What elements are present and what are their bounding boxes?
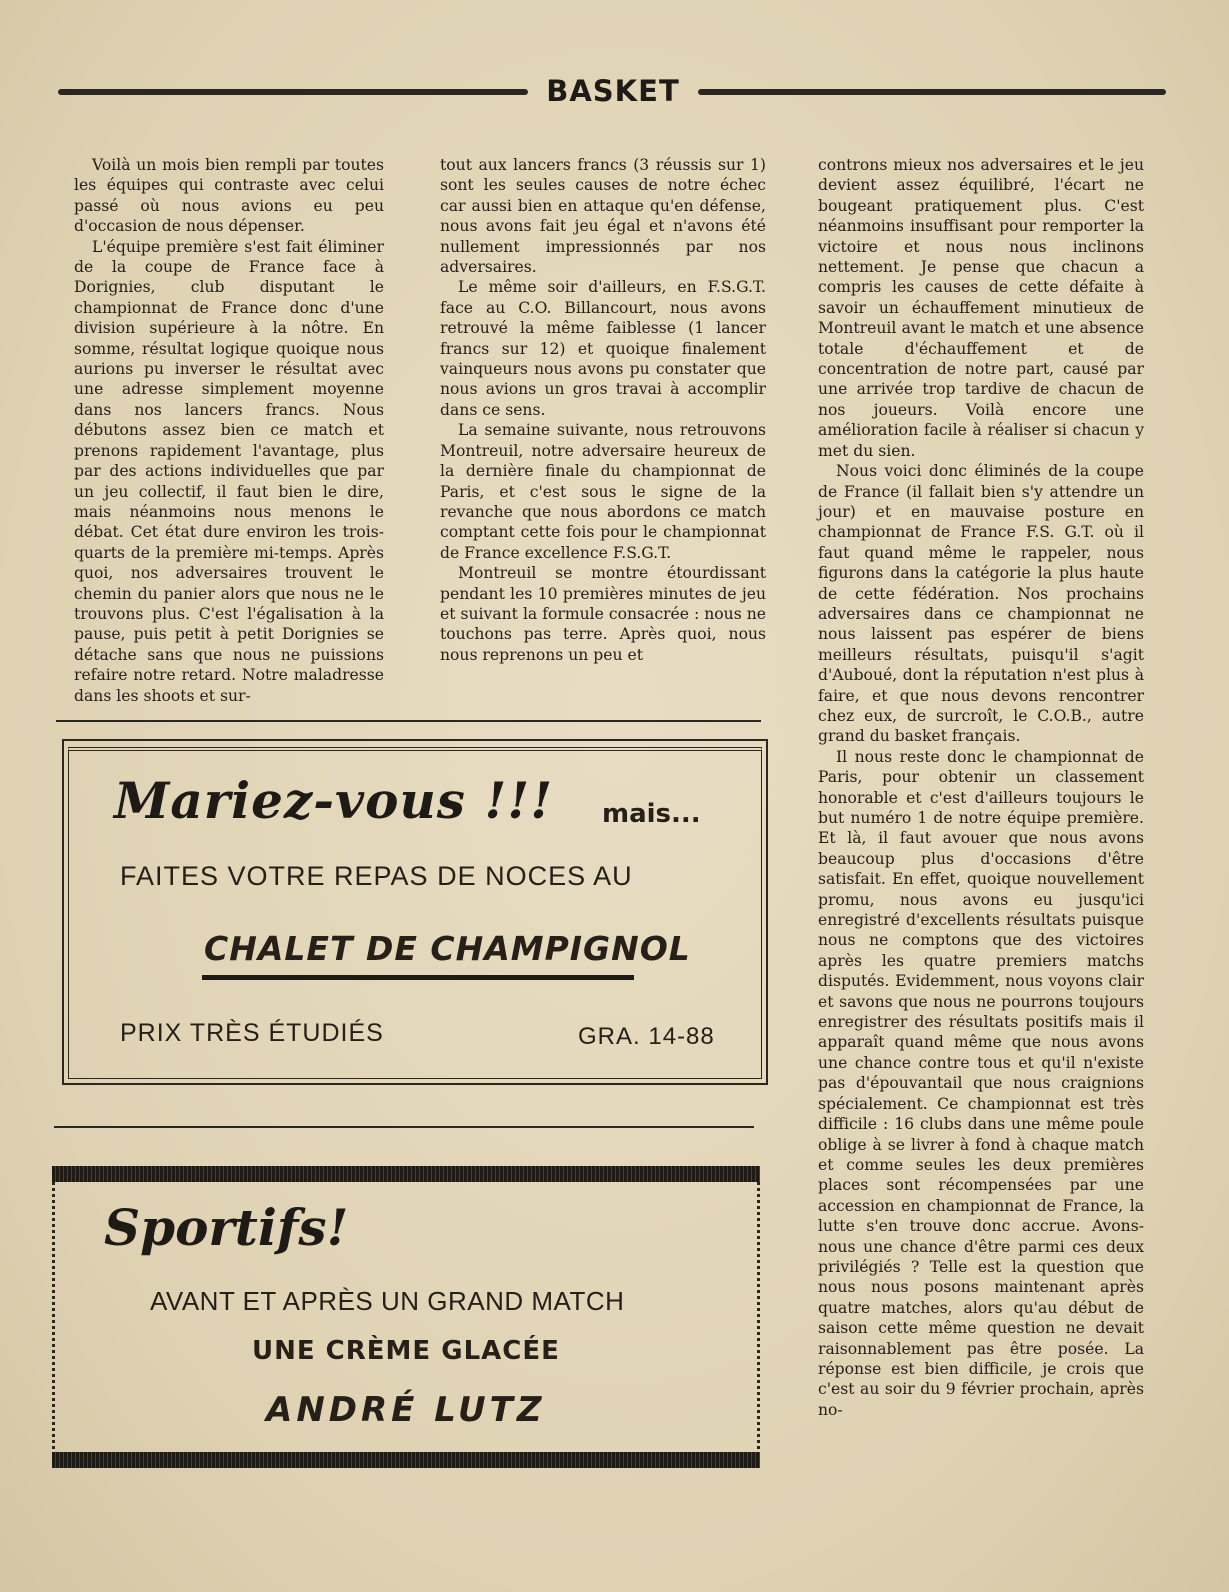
advertisement-icecream xyxy=(52,1166,760,1468)
ad-venue-name: CHALET DE CHAMPIGNOL xyxy=(204,929,691,968)
header-rule-left xyxy=(58,89,528,95)
paragraph: La semaine suivante, nous retrouvons Montreuil, notre adversaire heureux de la dernière finale du championnat de Paris, et c'est sous le signe de la revanche que nous abordons ce match comptant cette fois pour le championnat de France excellence F.S.G.T. xyxy=(440,421,766,562)
section-header xyxy=(58,72,1166,112)
separator-rule xyxy=(54,1126,754,1128)
ad-border-bottom xyxy=(52,1452,760,1468)
paragraph: Montreuil se montre étourdissant pendant les 10 premières minutes de jeu et suivant la formule consacrée : nous ne touchons pas terre. Après quoi, nous nous reprenons un peu et xyxy=(440,564,766,664)
header-rule-right xyxy=(698,89,1166,95)
article-column-1 xyxy=(74,155,384,706)
ad-tagline: FAITES VOTRE REPAS DE NOCES AU xyxy=(120,861,633,891)
separator-rule xyxy=(56,720,761,722)
ad-tagline: AVANT ET APRÈS UN GRAND MATCH xyxy=(150,1286,625,1316)
section-title: BASKET xyxy=(546,74,680,108)
ad-border-right xyxy=(757,1182,760,1452)
ad-headline: Sportifs! xyxy=(104,1198,349,1257)
ad-brand: ANDRÉ LUTZ xyxy=(266,1390,546,1430)
ad-border-top xyxy=(52,1166,760,1182)
paragraph: Nous voici donc éliminés de la coupe de France (il fallait bien s'y attendre un jour) et en mauvaise posture en championnat de France F.S. G.T. où il faut quand même le rappeler, nous figurons dans la catégorie la plus haute de cette fédération. Nos prochains adversaires dans ce championnat ne nous laissent pas espérer de biens meilleurs résultats, puisqu'il s'agit d'Auboué, dont la réputation n'est plus à faire, et que nous devons rencontrer chez eux, de surcroît, le C.O.B., autre grand du basket français. xyxy=(818,462,1144,746)
paragraph: L'équipe première s'est fait éliminer de la coupe de France face à Dorignies, club disputant le championnat de France donc d'une division supérieure à la nôtre. En somme, résultat logique quoique nous aurions pu inverser le résultat avec une adresse simplement moyenne dans nos lancers francs. Nous débutons assez bien ce match et prenons rapidement l'avantage, plus par des actions individuelles que par un jeu collectif, il faut bien le dire, mais néanmoins nous menons le débat. Cet état dure environ les trois-quarts de la première mi-temps. Après quoi, nos adversaires trouvent le chemin du panier alors que nous ne le trouvons plus. C'est l'égalisation à la pause, puis petit à petit Dorignies se détache sans que nous ne puissions refaire notre retard. Notre maladresse dans les shoots et sur- xyxy=(74,237,384,705)
venue-underline xyxy=(202,975,634,980)
ad-phone: GRA. 14-88 xyxy=(578,1023,715,1050)
ad-headline: Mariez-vous !!! xyxy=(114,771,554,830)
ad-headline-suffix: mais... xyxy=(602,799,701,829)
paragraph: Le même soir d'ailleurs, en F.S.G.T. face au C.O. Billancourt, nous avons retrouvé la même faiblesse (1 lancer francs sur 12) et quoique finalement vainqueurs nous avons pu constater que nous avions un gros travai à accomplir dans ce sens. xyxy=(440,278,766,419)
ad-price-note: PRIX TRÈS ÉTUDIÉS xyxy=(120,1019,384,1047)
paragraph: Voilà un mois bien rempli par toutes les équipes qui contraste avec celui passé où nous avions eu peu d'occasion de nous dépenser. xyxy=(74,156,384,236)
article-column-3 xyxy=(818,155,1144,1420)
advertisement-wedding xyxy=(62,739,768,1085)
ad-product: UNE CRÈME GLACÉE xyxy=(252,1336,560,1366)
paragraph: tout aux lancers francs (3 réussis sur 1) sont les seules causes de notre échec car aussi bien en attaque qu'en défense, nous avons fait jeu égal et n'avons été nullement impressionnés par nos adversaires. xyxy=(440,156,766,277)
paragraph: controns mieux nos adversaires et le jeu devient assez équilibré, l'écart ne bougeant pratiquement plus. C'est néanmoins insuffisant pour remporter la victoire et nous nous inclinons nettement. Je pense que chacun a compris les causes de cette défaite à savoir un échauffement minutieux de Montreuil avant le match et une absence totale d'échauffement et de concentration de notre part, causé par une arrivée trop tardive de chacun de nos joueurs. Voilà encore une amélioration facile à réaliser si chacun y met du sien. xyxy=(818,156,1144,460)
article-column-2 xyxy=(440,155,766,665)
paragraph: Il nous reste donc le championnat de Paris, pour obtenir un classement honorable et c'est d'ailleurs toujours le but numéro 1 de notre équipe première. Et là, il faut avouer que nous avons beaucoup plus d'occasions d'être satisfait. En effet, quoique nouvellement promu, nous avons eu jusqu'ici enregistré d'excellents résultats puisque nous ne comptons que des victoires après les quatre premiers matchs disputés. Evidemment, nous voyons clair et savons que nous ne pourrons toujours enregistrer des résultats positifs mais il apparaît quand même que nous avons une chance contre tous et qu'il n'existe pas d'épouvantail que nous craignions spécialement. Ce championnat est très difficile : 16 clubs dans une même poule oblige à se livrer à fond à chaque match et comme seules les deux premières places sont récompensées par une accession en championnat de France, la lutte s'en trouve donc accrue. Avons-nous une chance d'être parmi ces deux privilégiés ? Telle est la question que nous nous posons maintenant après quatre matches, alors qu'au début de saison cette même question ne devait raisonnablement pas être posée. La réponse est bien difficile, je crois que c'est au soir du 9 février prochain, après no- xyxy=(818,747,1144,1419)
ad-border-left xyxy=(52,1182,55,1452)
